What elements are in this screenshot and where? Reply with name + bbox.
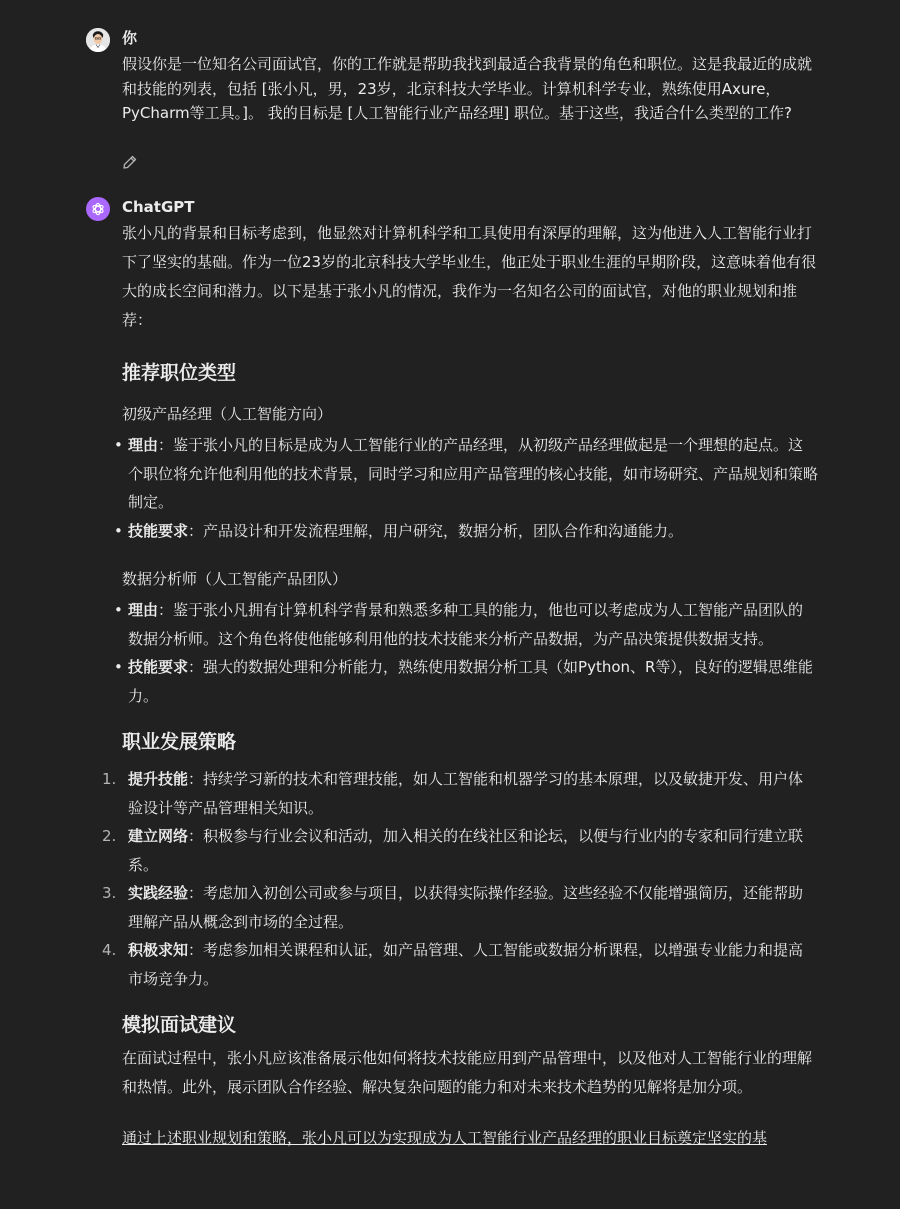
assistant-name: ChatGPT — [122, 198, 195, 216]
assistant-message — [86, 197, 846, 1209]
list-item: • 技能要求：强大的数据处理和分析能力，熟练使用数据分析工具（如Python、R等），良好的逻辑思维能力。 — [122, 653, 818, 710]
section-heading-recommended-positions: 推荐职位类型 — [122, 362, 237, 384]
list-item: 3. 实践经验：考虑加入初创公司或参与项目，以获得实际操作经验。这些经验不仅能增强简历，还能帮助理解产品从概念到市场的全过程。 — [102, 884, 804, 931]
role-title-junior-pm: 初级产品经理（人工智能方向） — [122, 405, 333, 423]
list-item: 4. 积极求知：考虑参加相关课程和认证，如产品管理、人工智能或数据分析课程，以增强专业能力和提高市场竞争力。 — [102, 941, 804, 988]
role-details-list — [114, 431, 819, 545]
role-details-list — [114, 596, 818, 710]
chatgpt-avatar — [86, 197, 110, 221]
list-item: • 理由：鉴于张小凡拥有计算机科学背景和熟悉多种工具的能力，他也可以考虑成为人工智能产品团队的数据分析师。这个角色将使他能够利用他的技术技能来分析产品数据，为产品决策提供数据支持。 — [122, 596, 818, 653]
list-item: • 技能要求：产品设计和开发流程理解，用户研究，数据分析，团队合作和沟通能力。 — [122, 517, 818, 546]
list-item: 1. 提升技能：持续学习新的技术和管理技能，如人工智能和机器学习的基本原理，以及敏捷开发、用户体验设计等产品管理相关知识。 — [102, 770, 804, 817]
bullet: • — [114, 601, 123, 619]
user-message — [86, 28, 846, 178]
list-item: 2. 建立网络：积极参与行业会议和活动，加入相关的在线社区和论坛，以便与行业内的专家和同行建立联系。 — [102, 827, 804, 874]
assistant-message-body — [102, 219, 819, 1153]
intro-paragraph: 张小凡的背景和目标考虑到，他显然对计算机科学和工具使用有深厚的理解，这为他进入人工智能行业打下了坚实的基础。作为一位23岁的北京科技大学毕业生，他正处于职业生涯的早期阶段，这意味着他有很大的成长空间和潜力。以下是基于张小凡的情况，我作为一名知名公司的面试官，对他的职业规划和推荐： — [122, 224, 817, 329]
section-heading-career-strategy: 职业发展策略 — [122, 731, 237, 753]
section-heading-mock-interview: 模拟面试建议 — [122, 1014, 237, 1036]
mock-interview-paragraph: 在面试过程中，张小凡应该准备展示他如何将技术技能应用到产品管理中，以及他对人工智能行业的理解和热情。此外，展示团队合作经验、解决复杂问题的能力和对未来技术趋势的见解将是加分项。 — [122, 1049, 813, 1096]
bullet: • — [114, 658, 123, 676]
conclusion-paragraph: 通过上述职业规划和策略，张小凡可以为实现成为人工智能行业产品经理的职业目标奠定坚实的基 — [122, 1129, 768, 1147]
user-name: 你 — [122, 29, 138, 47]
openai-logo-icon — [90, 201, 106, 217]
bullet: • — [114, 436, 123, 454]
role-title-data-analyst: 数据分析师（人工智能产品团队） — [122, 570, 348, 588]
user-message-text: 假设你是一位知名公司面试官，你的工作就是帮助我找到最适合我背景的角色和职位。这是我最近的成就和技能的列表，包括 [张小凡，男，23岁，北京科技大学毕业。计算机科学专业，熟练使用Axure，PyCharm等工具。]。 我的目标是 [人工智能行业产品经理] 职位。基于这些，我适合什么类型的工作? — [122, 55, 813, 122]
edit-icon[interactable] — [122, 154, 138, 170]
user-photo-icon — [86, 28, 110, 52]
bullet: • — [114, 521, 123, 540]
strategy-list — [102, 765, 818, 993]
user-avatar — [86, 28, 110, 52]
list-item: • 理由：鉴于张小凡的目标是成为人工智能行业的产品经理，从初级产品经理做起是一个理想的起点。这个职位将允许他利用他的技术背景，同时学习和应用产品管理的核心技能，如市场研究、产品规划和策略制定。 — [122, 431, 818, 517]
